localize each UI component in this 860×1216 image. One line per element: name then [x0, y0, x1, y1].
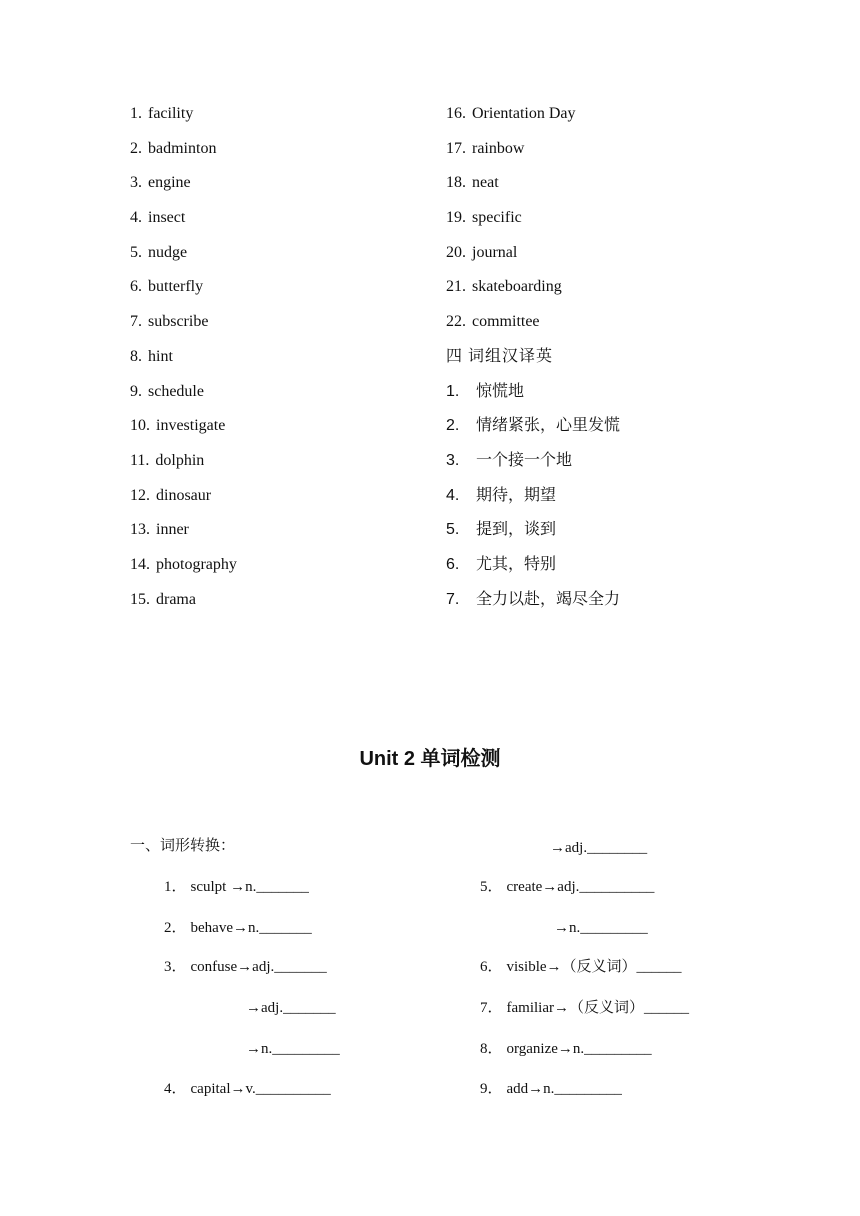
item-number: 22.	[446, 313, 466, 331]
exercise-item-3-continuation: →adj._______	[246, 1000, 336, 1016]
vocab-word: hint	[148, 347, 173, 365]
vocab-word: specific	[472, 209, 522, 227]
item-number: 10.	[130, 417, 150, 435]
vocab-item-11	[130, 451, 237, 486]
vocab-word: subscribe	[148, 313, 209, 331]
phrase-text: 期待，期望	[476, 486, 557, 504]
exercise-item-6	[480, 957, 682, 977]
vocab-item-2	[130, 139, 237, 174]
item-number: 14.	[130, 555, 150, 573]
vocab-word: committee	[472, 313, 540, 331]
item-number: 7.	[446, 590, 460, 608]
vocab-word: butterfly	[148, 278, 204, 296]
exercise-item-3-continuation-2: →n._________	[246, 1041, 340, 1057]
item-number: 5．	[480, 879, 503, 895]
item-number: 7.	[130, 313, 142, 331]
item-number: 9．	[480, 1081, 503, 1097]
item-text: sculpt →n._______	[190, 879, 309, 895]
item-number: 20.	[446, 243, 466, 261]
item-number: 8．	[480, 1041, 503, 1057]
vocab-item-14	[130, 555, 237, 590]
item-number: 6．	[480, 959, 503, 975]
item-number: 12.	[130, 486, 150, 504]
item-number: 1．	[164, 879, 187, 895]
vocab-word: inner	[156, 521, 189, 539]
vocab-list-left	[130, 104, 237, 624]
phrase-item-3	[446, 451, 620, 486]
item-number: 6.	[130, 278, 142, 296]
vocab-item-19	[446, 208, 620, 243]
vocab-word: skateboarding	[472, 278, 562, 296]
item-text: familiar→（反义词）______	[506, 1000, 689, 1016]
item-number: 1.	[130, 105, 142, 122]
exercise-item-5-continuation: →n._________	[554, 920, 648, 936]
item-number: 17.	[446, 139, 466, 157]
vocab-item-3	[130, 173, 237, 208]
vocab-item-9	[130, 382, 237, 417]
exercise-item-1	[164, 877, 309, 897]
vocab-word: facility	[148, 105, 194, 122]
item-number: 4.	[130, 209, 142, 227]
item-number: 2.	[446, 417, 460, 435]
exercise-item-4	[164, 1079, 331, 1099]
phrase-item-6	[446, 555, 620, 590]
phrase-item-7	[446, 590, 620, 625]
item-text: visible→（反义词）______	[506, 959, 682, 975]
item-number: 15.	[130, 590, 150, 608]
vocab-item-7	[130, 312, 237, 347]
exercise-item-8	[480, 1039, 652, 1059]
section-four-heading: 四 词组汉译英	[446, 347, 554, 365]
vocab-word: drama	[156, 590, 196, 608]
vocab-word: engine	[148, 174, 191, 192]
phrase-text: 惊慌地	[476, 382, 525, 400]
vocab-item-20	[446, 243, 620, 278]
vocab-word: nudge	[148, 243, 188, 261]
vocab-item-6	[130, 277, 237, 312]
vocab-word: neat	[472, 174, 499, 192]
item-text: organize→n._________	[506, 1041, 652, 1057]
vocab-word: badminton	[148, 139, 217, 157]
vocab-item-12	[130, 486, 237, 521]
phrase-item-4	[446, 486, 620, 521]
vocab-word: Orientation Day	[472, 105, 576, 122]
exercise-item-5	[480, 877, 654, 897]
item-number: 6.	[446, 555, 460, 573]
vocab-word: photography	[156, 555, 237, 573]
vocab-item-17	[446, 139, 620, 174]
item-text: add→n._________	[506, 1081, 622, 1097]
item-number: 19.	[446, 209, 466, 227]
item-number: 5.	[130, 243, 142, 261]
item-number: 16.	[446, 105, 466, 122]
item-number: 9.	[130, 382, 142, 400]
exercise-item-2	[164, 918, 312, 938]
item-text: behave→n._______	[190, 920, 312, 936]
vocab-list-right	[446, 104, 620, 624]
item-number: 8.	[130, 347, 142, 365]
item-number: 4.	[446, 486, 460, 504]
phrase-item-5	[446, 520, 620, 555]
vocab-word: insect	[148, 209, 186, 227]
vocab-item-18	[446, 173, 620, 208]
exercise-item-9	[480, 1079, 622, 1099]
item-text: create→adj.__________	[506, 879, 655, 895]
section-one-heading: 一、词形转换：	[130, 838, 236, 854]
item-number: 2．	[164, 920, 187, 936]
vocab-item-16	[446, 104, 620, 139]
item-number: 5.	[446, 521, 460, 539]
item-number: 3.	[446, 451, 460, 469]
phrase-text: 全力以赴，竭尽全力	[476, 590, 621, 608]
item-number: 1.	[446, 382, 460, 400]
item-number: 3．	[164, 959, 187, 975]
item-number: 7．	[480, 1000, 503, 1016]
phrase-text: 提到，谈到	[476, 521, 557, 539]
vocab-item-15	[130, 590, 237, 625]
vocab-word: journal	[472, 243, 518, 261]
vocab-word: rainbow	[472, 139, 525, 157]
phrase-text: 尤其，特别	[476, 555, 557, 573]
phrase-item-2	[446, 416, 620, 451]
item-number: 18.	[446, 174, 466, 192]
vocab-item-1	[130, 104, 237, 139]
vocab-item-22	[446, 312, 620, 347]
vocab-word: investigate	[156, 417, 226, 435]
vocab-item-13	[130, 520, 237, 555]
item-text: confuse→adj._______	[190, 959, 327, 975]
vocab-word: dolphin	[155, 451, 205, 469]
vocab-item-21	[446, 277, 620, 312]
vocab-item-8	[130, 347, 237, 382]
unit-title: Unit 2 单词检测	[359, 748, 501, 770]
phrase-text: 一个接一个地	[476, 451, 573, 469]
item-number: 11.	[130, 451, 150, 469]
item-number: 13.	[130, 521, 150, 539]
vocab-item-5	[130, 243, 237, 278]
item-number: 4．	[164, 1081, 187, 1097]
item-number: 2.	[130, 139, 142, 157]
exercise-item-4-continuation: →adj.________	[550, 840, 648, 856]
vocab-word: schedule	[148, 382, 204, 400]
vocab-item-4	[130, 208, 237, 243]
phrase-text: 情绪紧张，心里发慌	[476, 417, 621, 435]
vocab-item-10	[130, 416, 237, 451]
exercise-item-3	[164, 957, 327, 977]
vocab-word: dinosaur	[156, 486, 212, 504]
phrase-item-1	[446, 382, 620, 417]
exercise-item-7	[480, 998, 689, 1018]
item-number: 21.	[446, 278, 466, 296]
item-text: capital→v.__________	[190, 1081, 331, 1097]
item-number: 3.	[130, 174, 142, 192]
